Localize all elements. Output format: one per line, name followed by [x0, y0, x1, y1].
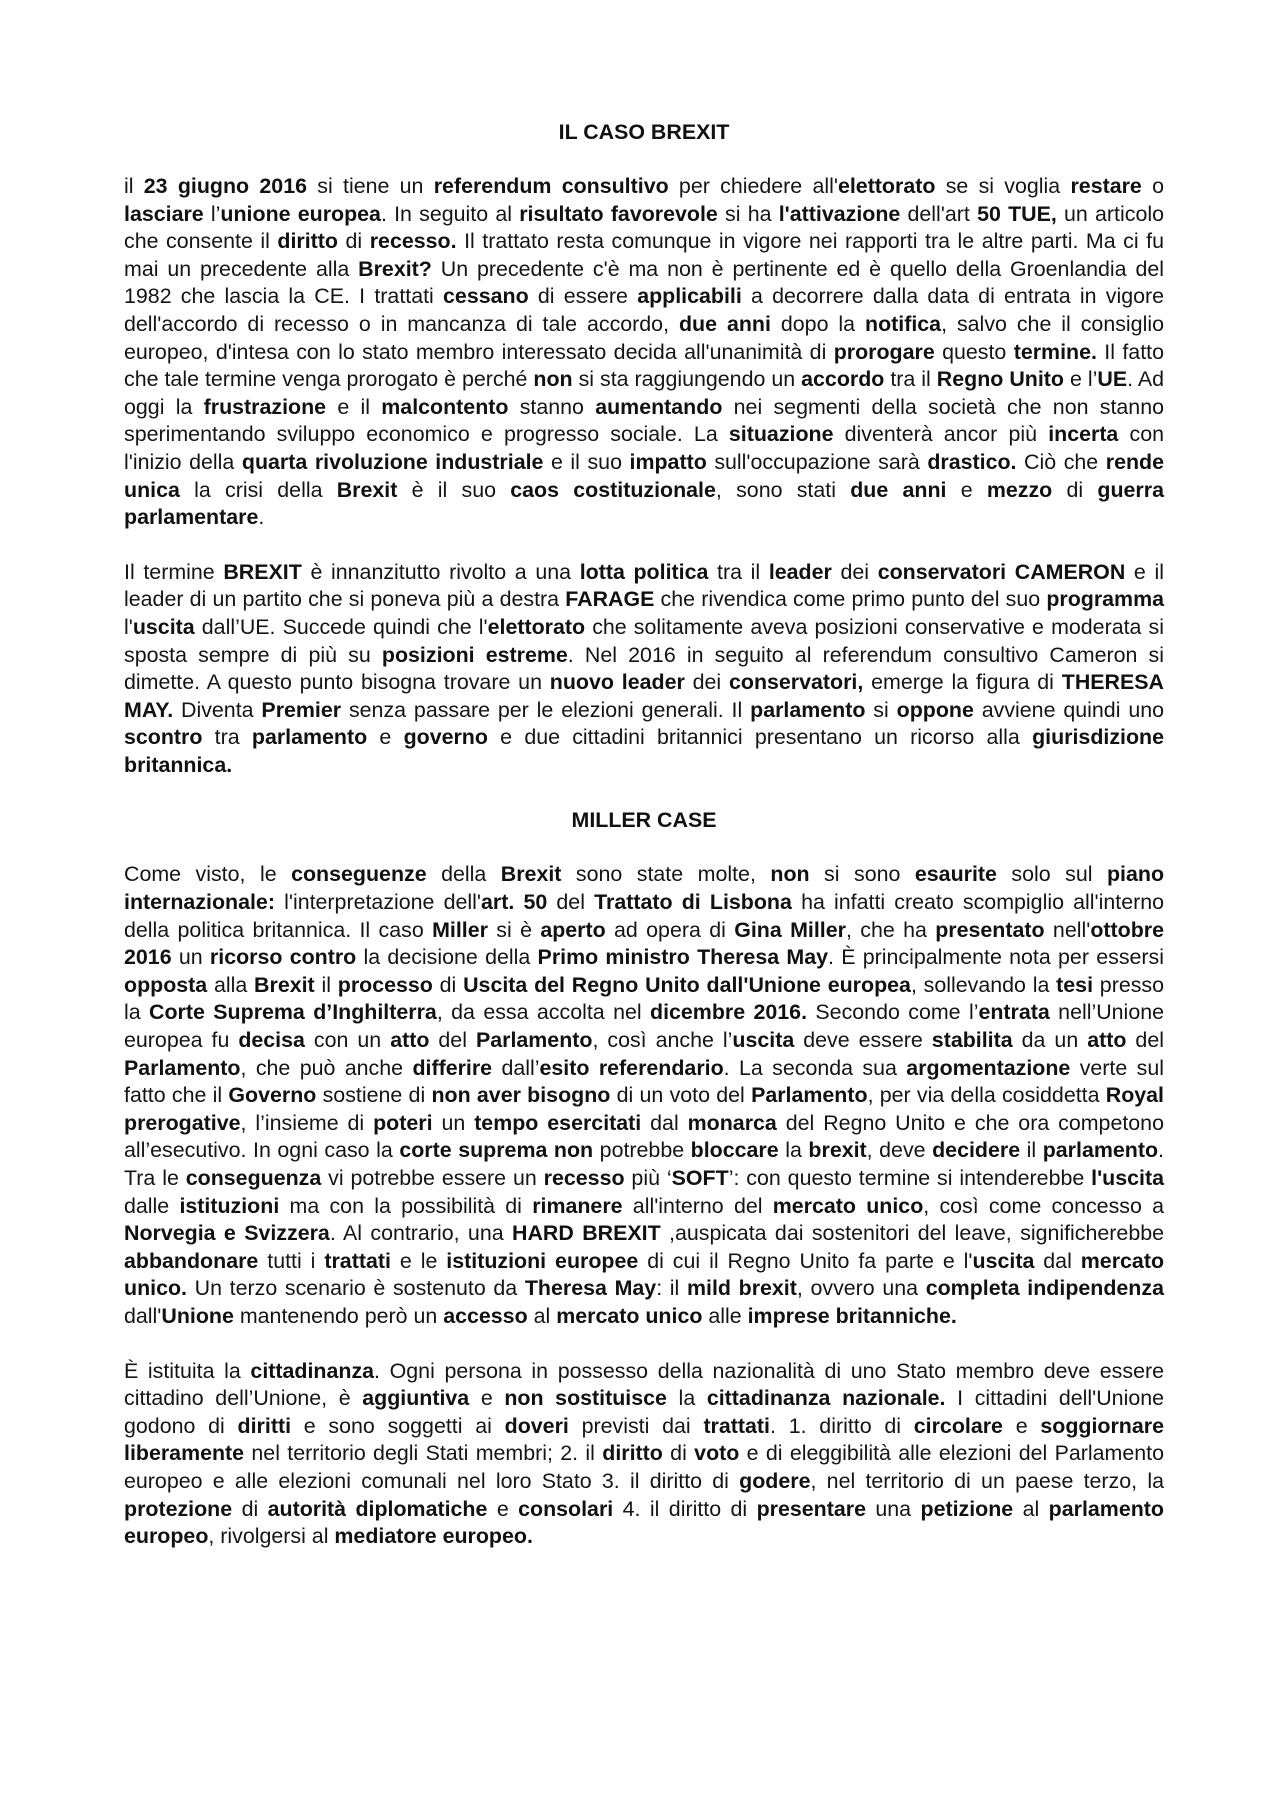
text-run: emerge la figura di [863, 670, 1062, 695]
text-run: per chiedere all' [668, 174, 838, 198]
text-run: . Ad oggi la [124, 367, 1165, 419]
document-body [124, 118, 1164, 1551]
text-run: si tiene un [307, 174, 434, 198]
text-run: e sono soggetti ai [291, 1413, 505, 1438]
text-run: . Al contrario, una [329, 1221, 513, 1246]
bold-term: differire [412, 1055, 493, 1080]
bold-term: aperto [540, 917, 606, 942]
bold-term: malcontento [381, 394, 509, 419]
bold-term: Corte Suprema d’Inghilterra [149, 1000, 437, 1025]
bold-term: aggiuntiva [362, 1386, 470, 1411]
bold-term: mercato unico [772, 1193, 924, 1218]
bold-term: Primo ministro Theresa May [537, 945, 829, 970]
text-run: , rivolgersi al [208, 1524, 335, 1549]
text-run: e l’ [1063, 367, 1098, 392]
text-run: dei [684, 670, 729, 695]
bold-term: monarca [687, 1110, 777, 1135]
text-run: sostiene di [316, 1083, 432, 1108]
text-run: se si voglia [935, 174, 1071, 198]
text-run: dei [831, 559, 878, 584]
text-run: Il termine [124, 559, 224, 584]
bold-term: mercato unico. [124, 1248, 1165, 1301]
text-run: questo [934, 339, 1014, 364]
bold-term: elettorato [487, 614, 586, 639]
text-run: dalle [124, 1193, 180, 1218]
text-run: , così come concesso a [923, 1193, 1165, 1218]
text-run: un articolo che consente il [124, 201, 1164, 254]
bold-term: Uscita del Regno Unito dall'Unione europea [463, 972, 911, 997]
bold-term: art. 50 [481, 890, 548, 915]
bold-term: guerra parlamentare [124, 477, 1164, 530]
bold-term: aumentando [595, 394, 723, 419]
bold-term: 50 TUE, [977, 201, 1057, 226]
text-run: il [1020, 1138, 1043, 1163]
bold-term: diritto [277, 229, 338, 254]
bold-term: referendum consultivo [433, 174, 669, 198]
text-run: di [338, 229, 370, 254]
text-run: o [1141, 174, 1165, 198]
bold-term: abbandonare [124, 1248, 259, 1273]
bold-term: parlamento europeo [124, 1496, 1164, 1549]
bold-term: conseguenza [185, 1166, 322, 1190]
bold-term: cittadinanza nazionale. [706, 1386, 946, 1411]
bold-term: accordo [801, 367, 885, 392]
text-run: tra [202, 725, 252, 750]
text-run: alle [702, 1303, 748, 1328]
text-run: . La seconda sua [723, 1055, 907, 1080]
text-run: si sono [809, 862, 915, 887]
bold-term: notifica [865, 311, 942, 336]
bold-term: doveri [504, 1413, 569, 1438]
text-run: Un terzo scenario è sostenuto da [186, 1276, 525, 1301]
text-run: . 1. diritto di [770, 1413, 914, 1438]
bold-term: scontro [124, 725, 203, 750]
bold-term: uscita [732, 1028, 795, 1053]
paragraph-brexit-referendum [124, 173, 1164, 532]
text-run: e il leader di un partito che si poneva più a destra [124, 559, 1164, 612]
bold-term: SOFT [671, 1166, 729, 1190]
bold-term: brexit [808, 1138, 867, 1163]
bold-term: drastico. [927, 449, 1017, 474]
text-run: a decorrere dalla data di entrata in vigore dell'accordo di recesso o in mancanza di tale accordo, [124, 284, 1165, 336]
text-run: e [469, 1386, 505, 1411]
bold-term: presentato [935, 917, 1045, 942]
text-run: nell’Unione europea fu [124, 1000, 1165, 1053]
bold-term: protezione [124, 1496, 233, 1521]
bold-term: BREXIT [223, 559, 302, 584]
text-run: Un precedente c'è ma non è pertinente ed è quello della Groenlandia del 1982 che lascia la CE. I trattati [124, 256, 1164, 309]
bold-term: cessano [443, 284, 529, 309]
bold-term: godere [739, 1468, 811, 1493]
text-run: avviene quindi uno [973, 697, 1165, 722]
text-run: , deve [866, 1138, 933, 1163]
bold-term: completa indipendenza [925, 1276, 1164, 1301]
text-run: nell' [1044, 917, 1091, 942]
text-run: il [314, 972, 338, 997]
bold-term: trattati [703, 1413, 770, 1438]
text-run: . Tra le [124, 1138, 1164, 1190]
bold-term: decidere [932, 1138, 1021, 1163]
text-run: dal [1034, 1248, 1081, 1273]
bold-term: recesso [543, 1166, 625, 1190]
text-run: Secondo come l’ [807, 1000, 979, 1025]
bold-term: due anni [678, 311, 771, 336]
text-run: , sollevando la [910, 972, 1057, 997]
text-run: . [258, 505, 265, 530]
text-run: il [124, 174, 144, 198]
bold-term: istituzioni europee [446, 1248, 639, 1273]
text-run: Il fatto che tale termine venga prorogato è perché [124, 339, 1164, 392]
text-run: : il [656, 1276, 687, 1301]
bold-term: Unione [161, 1303, 234, 1328]
text-run: dall’UE. Succede quindi che l' [194, 614, 488, 639]
bold-term: due anni [850, 477, 947, 502]
text-run: e il suo [543, 449, 630, 474]
bold-term: presentare [756, 1496, 866, 1521]
bold-term: esaurite [914, 862, 997, 887]
bold-term: governo [403, 725, 488, 750]
bold-term: atto [1087, 1028, 1127, 1053]
text-run: e due cittadini britannici presentano un ricorso alla [487, 725, 1033, 750]
bold-term: decisa [238, 1028, 305, 1053]
bold-term: ricorso contro [209, 945, 357, 970]
bold-term: petizione [920, 1496, 1014, 1521]
bold-term: Trattato di Lisbona [594, 890, 792, 915]
paragraph-brexit-politics [124, 559, 1164, 780]
text-run: della [426, 862, 501, 887]
text-run: stanno [508, 394, 596, 419]
text-run: un [432, 1110, 475, 1135]
text-run: la [778, 1138, 809, 1163]
bold-term: posizioni estreme [381, 642, 568, 667]
text-run: , da essa accolta nel [436, 1000, 650, 1025]
text-run: , per via della cosiddetta [867, 1083, 1106, 1108]
text-run: sull'occupazione sarà [706, 449, 928, 474]
bold-term: Miller [432, 917, 488, 942]
bold-term: incerta [1048, 422, 1119, 447]
bold-term: mercato unico [556, 1303, 703, 1328]
text-run: ma con la possibilità di [279, 1193, 533, 1218]
bold-term: impatto [629, 449, 707, 474]
bold-term: stabilita [931, 1028, 1013, 1053]
text-run: e il [326, 394, 382, 419]
bold-term: l'attivazione [778, 201, 901, 226]
text-run: con un [304, 1028, 391, 1053]
bold-term: voto [694, 1441, 740, 1466]
text-run: dal [641, 1110, 688, 1135]
text-run: nel territorio degli Stati membri; 2. il [244, 1441, 603, 1466]
bold-term: Royal prerogative [124, 1083, 1164, 1135]
bold-term: rimanere [532, 1193, 623, 1218]
text-run: al [527, 1303, 557, 1328]
text-run: di un voto del [610, 1083, 752, 1108]
text-run: un [171, 945, 210, 970]
text-run: del Regno Unito e che ora competono all’esecutivo. In ogni caso la [124, 1110, 1164, 1163]
text-run: ad opera di [605, 917, 735, 942]
bold-term: Regno Unito [936, 367, 1064, 392]
text-run: tra il [884, 367, 937, 392]
text-run: dopo la [770, 311, 866, 336]
text-run: si è [487, 917, 541, 942]
text-run: del [1126, 1028, 1164, 1053]
text-run: Il trattato resta comunque in vigore nei rapporti tra le altre parti. Ma ci fu mai un precedente alla [124, 229, 1164, 281]
bold-term: non sostituisce [504, 1386, 667, 1411]
bold-term: entrata [978, 1000, 1050, 1025]
bold-term: parlamento [750, 697, 866, 722]
text-run: è innanzitutto rivolto a una [301, 559, 580, 584]
text-run: , che può anche [240, 1055, 413, 1080]
bold-term: Norvegia e Svizzera [124, 1221, 330, 1246]
text-run: è il suo [397, 477, 511, 502]
bold-term: soggiornare liberamente [124, 1413, 1164, 1466]
bold-term: Governo [228, 1083, 317, 1108]
text-run: vi potrebbe essere un [321, 1166, 544, 1190]
bold-term: UE [1097, 367, 1128, 392]
text-run: , ovvero una [796, 1276, 926, 1301]
text-run: , salvo che il consiglio europeo, d'intesa con lo stato membro interessato decida all'unanimità di [124, 311, 1164, 364]
text-run: verte sul fatto che il [124, 1055, 1164, 1108]
text-run: più ‘ [624, 1166, 672, 1190]
text-run: e di eleggibilità alle elezioni del Parlamento europeo e alle elezioni comunali nel loro Stato 3. il diritto di [124, 1441, 1164, 1493]
bold-term: esito referendario [539, 1055, 724, 1080]
bold-term: nuovo leader [549, 670, 685, 695]
bold-term: tempo esercitati [474, 1110, 642, 1135]
bold-term: non aver bisogno [431, 1083, 611, 1108]
bold-term: l'uscita [1091, 1166, 1165, 1190]
text-run: . Ogni persona in possesso della nazionalità di uno Stato membro deve essere cittadino dell’Unione, è [124, 1358, 1164, 1411]
bold-term: poteri [373, 1110, 433, 1135]
bold-term: mediatore europeo. [334, 1524, 533, 1549]
text-run: sono state molte, [561, 862, 771, 887]
bold-term: conseguenze [291, 862, 427, 887]
bold-term: FARAGE [565, 587, 655, 612]
text-run: , sono stati [715, 477, 851, 502]
text-run: 4. il diritto di [613, 1496, 757, 1521]
text-run: e [946, 477, 987, 502]
bold-term: oppone [896, 697, 974, 722]
bold-term: applicabili [637, 284, 742, 309]
bold-term: Premier [261, 697, 342, 722]
bold-term: lotta politica [579, 559, 709, 584]
bold-term: Brexit [336, 477, 398, 502]
text-run: alla [207, 972, 255, 997]
bold-term: imprese britanniche. [747, 1303, 957, 1328]
text-run: che rivendica come primo punto del suo [654, 587, 1047, 612]
text-run: all'interno del [622, 1193, 773, 1218]
bold-term: mild brexit [686, 1276, 797, 1301]
text-run: dall’ [492, 1055, 540, 1080]
text-run: di cui il Regno Unito fa parte e l' [638, 1248, 973, 1273]
text-run: si [865, 697, 897, 722]
bold-term: elettorato [837, 174, 936, 198]
text-run: di [232, 1496, 268, 1521]
text-run: dall' [124, 1303, 162, 1328]
bold-term: termine. [1013, 339, 1097, 364]
text-run: di essere [528, 284, 638, 309]
document-title: IL CASO BREXIT [558, 120, 730, 144]
bold-term: mezzo [986, 477, 1053, 502]
bold-term: situazione [728, 422, 834, 447]
text-run: da un [1012, 1028, 1088, 1053]
text-run: solo sul [996, 862, 1107, 887]
text-run: una [865, 1496, 921, 1521]
text-run: con l'inizio della [124, 422, 1164, 474]
text-run: nei segmenti della società che non stanno sperimentando sviluppo economico e progresso sociale. La [124, 394, 1164, 447]
paragraph-cittadinanza [124, 1358, 1164, 1551]
text-run: l' [124, 614, 133, 639]
bold-term: Gina Miller [734, 917, 846, 942]
bold-term: caos costituzionale [510, 477, 716, 502]
text-run: Come visto, le [124, 862, 292, 887]
text-run: I cittadini dell'Unione godono di [124, 1386, 1165, 1438]
bold-term: leader [768, 559, 832, 584]
bold-term: circolare [913, 1413, 1003, 1438]
text-run: di [662, 1441, 695, 1466]
bold-term: quarta rivoluzione industriale [241, 449, 544, 474]
bold-term: rende unica [124, 449, 1164, 502]
text-run: ,auspicata dai sostenitori del leave, significherebbe [660, 1221, 1165, 1246]
text-run: del [547, 890, 595, 915]
text-run: , così anche l’ [592, 1028, 733, 1053]
text-run: , che ha [845, 917, 936, 942]
text-run: e [367, 725, 404, 750]
text-run: la crisi della [179, 477, 337, 502]
text-run: presso la [124, 972, 1164, 1025]
bold-term: lasciare [124, 201, 204, 226]
text-run: deve essere [794, 1028, 932, 1053]
text-run: di [432, 972, 464, 997]
bold-term: piano internazionale: [124, 862, 1165, 915]
bold-term: Brexit? [358, 256, 432, 281]
bold-term: ottobre 2016 [124, 917, 1164, 970]
bold-term: programma [1046, 587, 1164, 612]
text-run: e [487, 1496, 519, 1521]
text-run: mantenendo però un [233, 1303, 444, 1328]
bold-term: autorità diplomatiche [267, 1496, 488, 1521]
bold-term: opposta [124, 972, 208, 997]
text-run: la decisione della [356, 945, 538, 970]
text-run: . Nel 2016 in seguito al referendum consultivo Cameron si dimette. A questo punto bisogna trovare un [124, 642, 1164, 695]
text-run: dell'art [900, 201, 978, 226]
bold-term: accesso [443, 1303, 528, 1328]
bold-term: processo [337, 972, 433, 997]
bold-term: atto [390, 1028, 430, 1053]
text-run: Ciò che [1016, 449, 1106, 474]
text-run: . È principalmente nota per essersi [828, 945, 1164, 970]
bold-term: giurisdizione britannica. [124, 725, 1164, 777]
bold-term: non [770, 862, 810, 887]
text-run: È istituita la [124, 1358, 251, 1383]
bold-term: Theresa May [524, 1276, 657, 1301]
text-run: ’: con questo termine si intenderebbe [728, 1166, 1092, 1190]
paragraph-miller-case [124, 861, 1164, 1330]
section-title-miller-case: MILLER CASE [571, 808, 717, 833]
bold-term: HARD BREXIT [512, 1221, 661, 1246]
text-run: la [666, 1386, 707, 1411]
bold-term: uscita [132, 614, 195, 639]
text-run: l’ [203, 201, 221, 226]
bold-term: unione europea [220, 201, 381, 226]
bold-term: parlamento [251, 725, 368, 750]
bold-term: diritto [602, 1441, 663, 1466]
bold-term: corte suprema non [399, 1138, 594, 1163]
text-run: senza passare per le elezioni generali. Il [341, 697, 751, 722]
text-run: e [1002, 1413, 1041, 1438]
bold-term: consolari [518, 1496, 614, 1521]
text-run: del [429, 1028, 476, 1053]
text-run: previsti dai [568, 1413, 704, 1438]
text-run: tra il [708, 559, 769, 584]
bold-term: prorogare [833, 339, 935, 364]
bold-term: uscita [972, 1248, 1035, 1273]
text-run: . In seguito al [380, 201, 520, 226]
bold-term: tesi [1056, 972, 1094, 997]
bold-term: THERESA MAY. [124, 670, 1164, 722]
bold-term: parlamento [1042, 1138, 1159, 1163]
bold-term: frustrazione [203, 394, 327, 419]
bold-term: trattati [324, 1248, 391, 1273]
text-run: e le [390, 1248, 447, 1273]
bold-term: non [533, 367, 573, 392]
text-run: di [1052, 477, 1098, 502]
bold-term: bloccare [690, 1138, 779, 1163]
bold-term: restare [1070, 174, 1142, 198]
bold-term: Brexit [500, 862, 562, 887]
text-run: che solitamente aveva posizioni conservative e moderata si sposta sempre di più su [124, 614, 1164, 667]
text-run: si sta raggiungendo un [572, 367, 802, 392]
text-run: Diventa [173, 697, 262, 722]
bold-term: 23 giugno 2016 [143, 174, 307, 198]
text-run: , l’insieme di [240, 1110, 374, 1135]
bold-term: Brexit [254, 972, 315, 997]
bold-term: istituzioni [179, 1193, 280, 1218]
bold-term: dicembre 2016. [650, 1000, 808, 1025]
text-run: potrebbe [593, 1138, 691, 1163]
bold-term: conservatori, [728, 670, 864, 695]
text-run: diventerà ancor più [833, 422, 1049, 447]
bold-term: argomentazione [906, 1055, 1071, 1080]
bold-term: conservatori CAMERON [877, 559, 1126, 584]
bold-term: Parlamento [124, 1055, 241, 1080]
bold-term: cittadinanza [250, 1358, 375, 1383]
bold-term: Parlamento [475, 1028, 593, 1053]
text-run: si ha [717, 201, 779, 226]
text-run: tutti i [258, 1248, 325, 1273]
bold-term: diritti [237, 1413, 292, 1438]
bold-term: Parlamento [751, 1083, 868, 1108]
bold-term: recesso. [369, 229, 457, 254]
text-run: l'interpretazione dell' [274, 890, 481, 915]
text-run: al [1013, 1496, 1049, 1521]
bold-term: risultato favorevole [519, 201, 718, 226]
text-run: , nel territorio di un paese terzo, la [810, 1468, 1164, 1493]
text-run: ha infatti creato scompiglio all'interno della politica britannica. Il caso [124, 890, 1165, 942]
